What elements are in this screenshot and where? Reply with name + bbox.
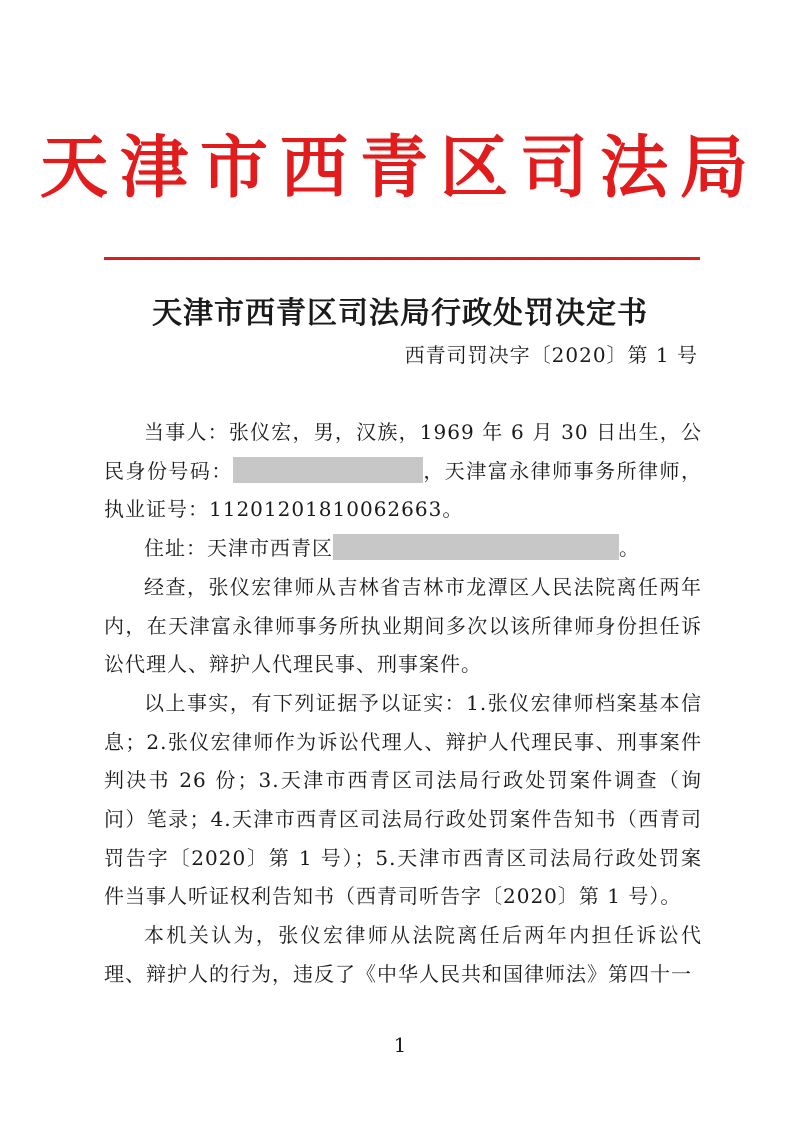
- paragraph-determination: 本机关认为，张仪宏律师从法院离任后两年内担任诉讼代理、辩护人的行为，违反了《中华人民共和国律师法》第四十一: [104, 923, 702, 986]
- document-body: [104, 413, 702, 994]
- org-letterhead: 天津市西青区司法局: [39, 128, 760, 208]
- document-number: 西青司罚决字〔2020〕第 1 号: [404, 343, 698, 367]
- party-info-text: 当事人：张仪宏，男，汉族，1969 年 6 月 30 日出生，公民身份号码：: [104, 420, 702, 483]
- page-number: 1: [393, 1033, 407, 1057]
- redacted-address: [333, 534, 619, 560]
- paragraph-findings: 经查，张仪宏律师从吉林省吉林市龙潭区人民法院离任两年内，在天津富永律师事务所执业期间多次以该所律师身份担任诉讼代理人、辩护人代理民事、刑事案件。: [104, 574, 702, 677]
- address-text: 住址：天津市西青区: [144, 536, 333, 561]
- document-title: 天津市西青区司法局行政处罚决定书: [152, 296, 648, 331]
- paragraph-party-info: [104, 413, 702, 529]
- redacted-id-number: [233, 457, 423, 483]
- red-divider-line: [104, 257, 700, 260]
- paragraph-evidence: 以上事实，有下列证据予以证实：1.张仪宏律师档案基本信息；2.张仪宏律师作为诉讼代理人、辩护人代理民事、刑事案件判决书 26 份；3.天津市西青区司法局行政处罚案件调查（询问）笔录；4.天津市西青区司法局行政处罚案件告知书（西青司罚告字〔2020〕第 1 号）；5.天津市西青区司法局行政处罚案件当事人听证权利告知书（西青司听告字〔2020〕第 1 号）。: [104, 690, 702, 909]
- address-text-end: 。: [619, 536, 640, 561]
- party-info-text-cont: ，天津富永律师事务所律师，执业证号：11201201810062663。: [104, 458, 703, 522]
- paragraph-address: [104, 529, 702, 568]
